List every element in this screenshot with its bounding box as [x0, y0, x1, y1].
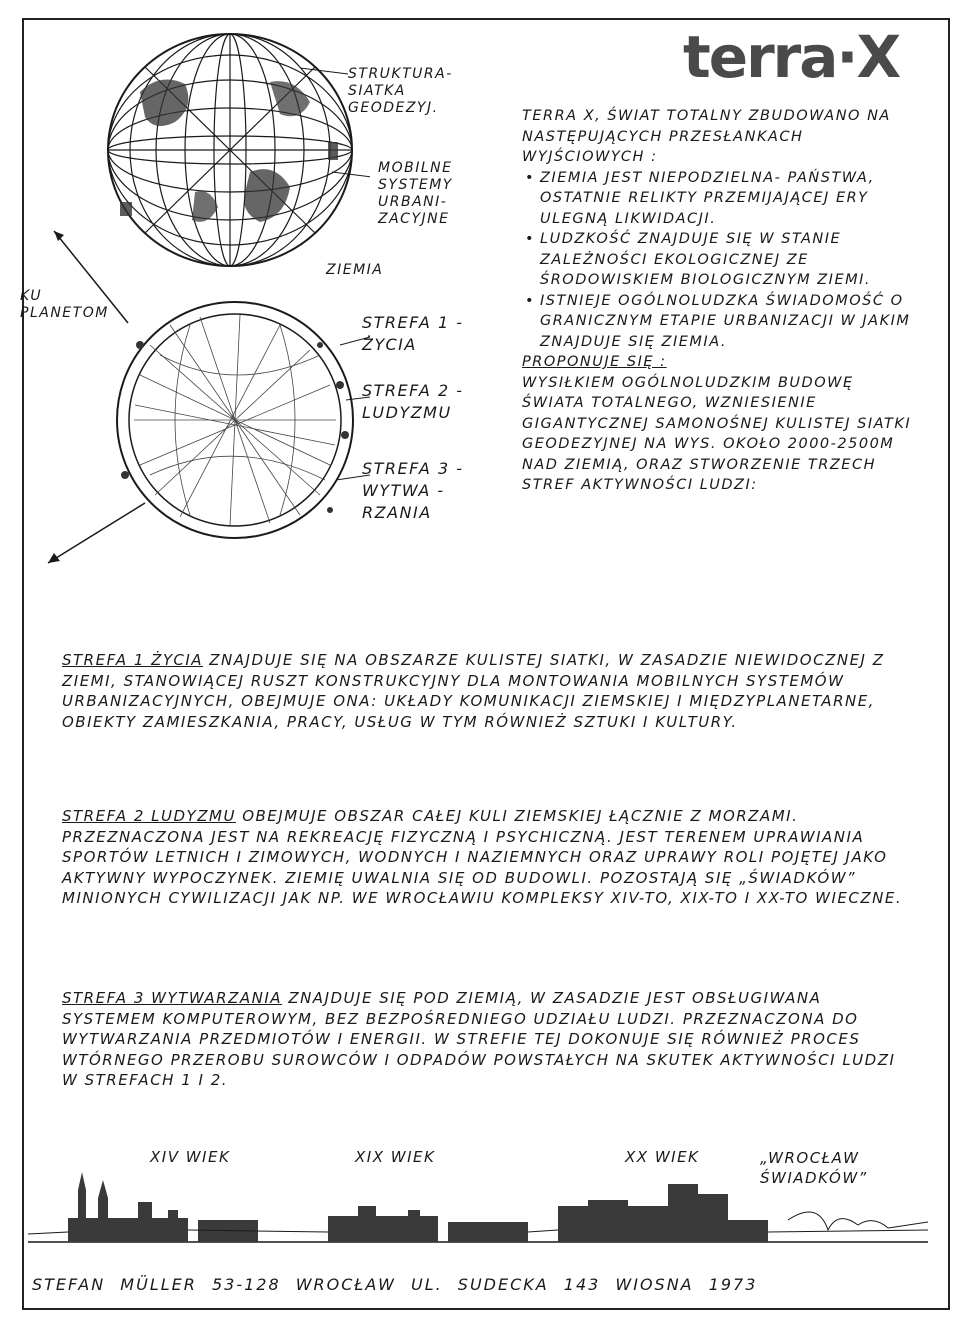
label-strefa-2: STREFA 2 -LUDYZMU	[362, 381, 464, 422]
zone-2-description	[62, 806, 912, 909]
intro-lead: TERRA X, ŚWIAT TOTALNY ZBUDOWANO NA NASTĘPUJĄCYCH PRZESŁANKACH WYJŚCIOWYCH :	[522, 108, 891, 165]
premise-item: • ZIEMIA JEST NIEPODZIELNA- PAŃSTWA, OSTATNIE RELIKTY PRZEMIJAJĄCEJ ERY ULEGNĄ LIKWIDACJI.	[540, 168, 914, 230]
zone-1-description	[62, 650, 912, 732]
sphere-zones-illustration	[40, 225, 370, 575]
label-strefa-3: STREFA 3 - WYTWA - RZANIA	[362, 459, 464, 522]
label-wroclaw-swiadkow: „WROCŁAW ŚWIADKÓW”	[760, 1149, 868, 1187]
premise-item: • LUDZKOŚĆ ZNAJDUJE SIĘ W STANIE ZALEŻNOŚCI EKOLOGICZNEJ ZE ŚRODOWISKIEM BIOLOGICZNYM ZIEMI.	[540, 229, 914, 291]
zone-2-text: OBEJMUJE OBSZAR CAŁEJ KULI ZIEMSKIEJ ŁĄCZNIE Z MORZAMI. PRZEZNACZONA JEST NA REKREACJĘ FIZYCZNĄ I PSYCHICZNĄ. JEST TERENEM UPRAWIANIA SPORTÓW LETNICH I ZIMOWYCH, WODNYCH I NAZIEMNYCH ORAZ UPRAWY ROLI POJĘTEJ JAKO AKTYWNY WYPOCZYNEK. ZIEMIĘ UWALNIA SIĘ OD BUDOWLI. POZOSTAJĄ SIĘ „ŚWIADKÓW” MINIONYCH CYWILIZACJI JAK NP. WE WROCŁAWIU KOMPLEKSY XIV-TO, XIX-TO I XX-TO WIECZNE.	[62, 807, 903, 907]
premise-item: • ISTNIEJE OGÓLNOLUDZKA ŚWIADOMOŚĆ O GRANICZNYM ETAPIE URBANIZACJI W JAKIM ZNAJDUJE SIĘ ZIEMIA.	[540, 291, 914, 353]
proposal-text: WYSIŁKIEM OGÓLNOLUDZKIM BUDOWĘ ŚWIATA TOTALNEGO, WZNIESIENIE GIGANTYCZNEJ SAMONOŚNEJ KULISTEJ SIATKI GEODEZYJNEJ NA WYS. OKOŁO 2000-2500M NAD ZIEMIĄ, ORAZ STWORZENIE TRZECH STREF AKTYWNOŚCI LUDZI:	[522, 374, 912, 493]
zone-1-text: ZNAJDUJE SIĘ NA OBSZARZE KULISTEJ SIATKI, W ZASADZIE NIEWIDOCZNEJ Z ZIEMI, STANOWIĄCEJ RUSZT KONSTRUKCYJNY DLA MONTOWANIA MOBILNYCH SYSTEMÓW URBANIZACYJNYCH, OBEJMUJE ONA: UKŁADY KOMUNIKACJI ZIEMSKIEJ I MIĘDZYPLANETARNE, OBIEKTY ZAMIESZKANIA, PRACY, USŁUG W TYM RÓWNIEŻ SZTUKI I KULTURY.	[62, 651, 885, 731]
label-ziemia: ZIEMIA	[326, 262, 384, 278]
zone-1-title: STREFA 1 ŻYCIA	[62, 651, 204, 669]
label-mobilne-systemy: MOBILNE SYSTEMY URBANI- ZACYJNE	[378, 160, 453, 227]
wroclaw-skyline-illustration	[28, 1170, 948, 1260]
zone-2-title: STREFA 2 LUDYZMU	[62, 807, 236, 825]
label-xiv-wiek: XIV WIEK	[150, 1148, 231, 1166]
label-ku-planetom: KU PLANETOM	[20, 288, 109, 321]
intro-text-block	[522, 106, 914, 496]
label-xx-wiek: XX WIEK	[625, 1148, 700, 1166]
logo-text: terra·X	[683, 23, 900, 88]
terra-x-logo	[675, 22, 930, 88]
label-struktura: STRUKTURA- SIATKA GEODEZYJ.	[348, 66, 453, 116]
label-strefa-1: STREFA 1 - ŻYCIA	[362, 313, 464, 354]
zone-3-text: ZNAJDUJE SIĘ POD ZIEMIĄ, W ZASADZIE JEST OBSŁUGIWANA SYSTEMEM KOMPUTEROWYM, BEZ BEZPOŚREDNIEGO UDZIAŁU LUDZI. PRZEZNACZONA DO WYTWARZANIA PRZEDMIOTÓW I ENERGII. W STREFIE TEJ DOKONUJE SIĘ RÓWNIEŻ PROCES WTÓRNEGO PRZEROBU SUROWCÓW I ODPADÓW POWSTAŁYCH NA SKUTEK AKTYWNOŚCI LUDZI W STREFACH 1 I 2.	[62, 989, 896, 1089]
author-footer: STEFAN MÜLLER 53-128 WROCŁAW UL. SUDECKA 143 WIOSNA 1973	[32, 1275, 758, 1294]
label-xix-wiek: XIX WIEK	[355, 1148, 436, 1166]
proposal-title: PROPONUJE SIĘ :	[522, 354, 667, 370]
premises-list	[522, 168, 914, 353]
zone-3-description	[62, 988, 912, 1091]
zone-3-title: STREFA 3 WYTWARZANIA	[62, 989, 283, 1007]
